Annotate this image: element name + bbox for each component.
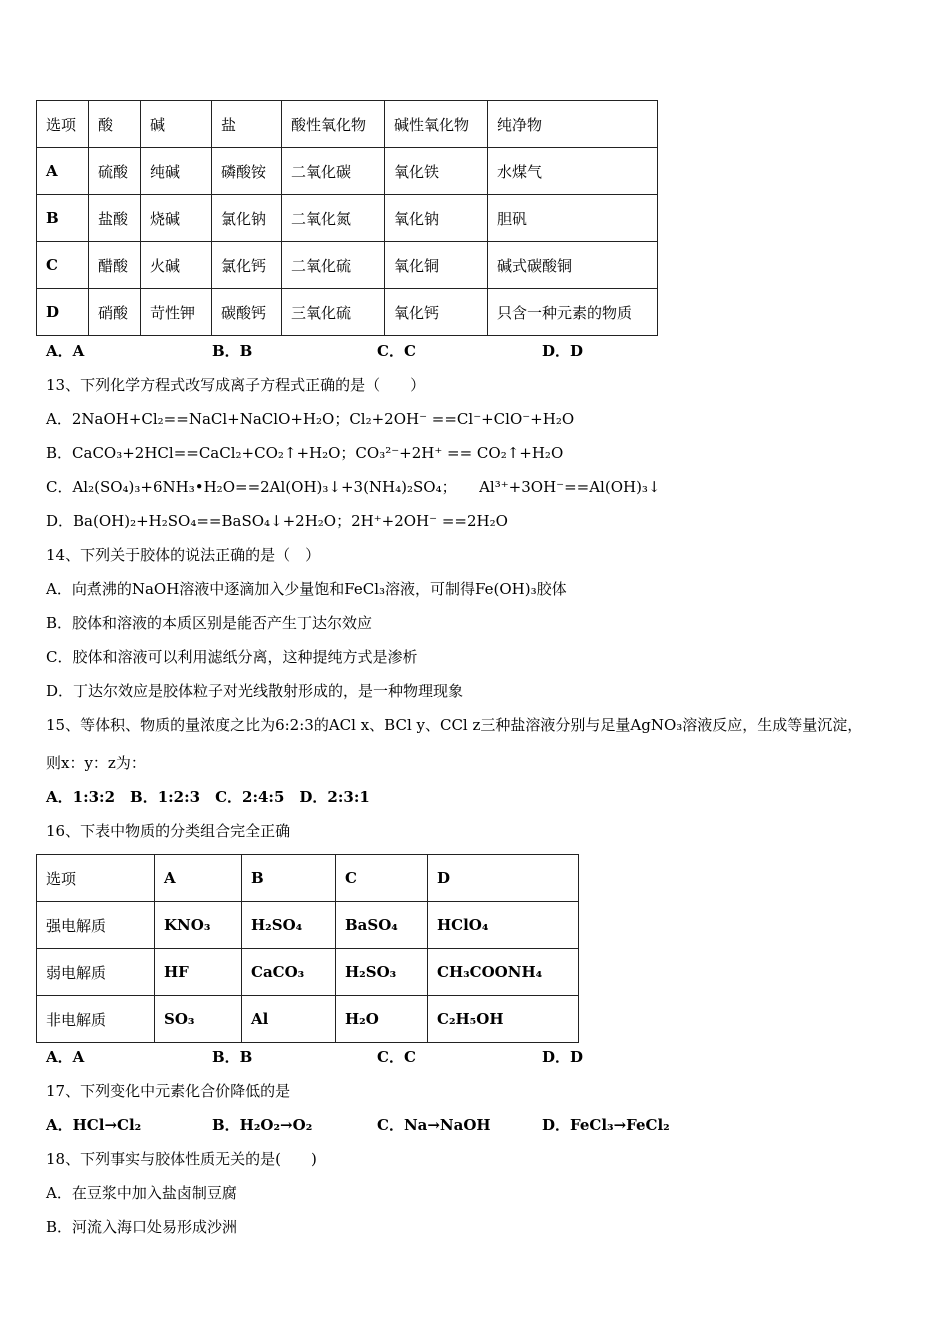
table-cell: 氧化铁	[385, 148, 488, 195]
table-cell: 氧化钙	[385, 289, 488, 336]
table-cell: 氧化钠	[385, 195, 488, 242]
q18-option-a: A．在豆浆中加入盐卤制豆腐	[46, 1184, 237, 1202]
table-cell: HF	[155, 949, 242, 996]
table-cell: H₂O	[336, 996, 428, 1043]
table-row	[37, 902, 579, 949]
table-cell: 磷酸铵	[212, 148, 282, 195]
table-cell: 弱电解质	[37, 949, 155, 996]
q12-option-c: C．C	[377, 342, 416, 360]
table-cell: 碱式碳酸铜	[488, 242, 658, 289]
table-cell: C	[37, 242, 89, 289]
table-cell: 只含一种元素的物质	[488, 289, 658, 336]
table-cell: 酸性氧化物	[282, 101, 385, 148]
table-cell: 苛性钾	[141, 289, 212, 336]
table-cell: 碱性氧化物	[385, 101, 488, 148]
table-cell: 火碱	[141, 242, 212, 289]
table-cell: SO₃	[155, 996, 242, 1043]
table-cell: 纯碱	[141, 148, 212, 195]
table-row	[37, 996, 579, 1043]
table-cell: 选项	[37, 855, 155, 902]
q12-option-a: A．A	[46, 342, 85, 360]
table-cell: C	[336, 855, 428, 902]
table-row	[37, 289, 658, 336]
table-cell: 二氧化硫	[282, 242, 385, 289]
table-cell: 二氧化碳	[282, 148, 385, 195]
classification-table-1	[36, 100, 658, 336]
table-cell: A	[155, 855, 242, 902]
table-cell: KNO₃	[155, 902, 242, 949]
q18-option-b: B．河流入海口处易形成沙洲	[46, 1218, 238, 1236]
table-cell: 醋酸	[89, 242, 141, 289]
q13-option-d: D．Ba(OH)₂+H₂SO₄==BaSO₄↓+2H₂O；2H⁺+2OH⁻ ==2H₂O	[46, 512, 508, 530]
table-cell: B	[37, 195, 89, 242]
q12-option-b: B．B	[212, 342, 253, 360]
table-cell: H₂SO₃	[336, 949, 428, 996]
table-cell: 水煤气	[488, 148, 658, 195]
q16-option-b: B．B	[212, 1048, 253, 1066]
table-cell: D	[37, 289, 89, 336]
table-cell: BaSO₄	[336, 902, 428, 949]
table-cell: 硝酸	[89, 289, 141, 336]
classification-table-2	[36, 854, 579, 1043]
q15-stem: 15、等体积、物质的量浓度之比为6:2:3的ACl x、BCl y、CCl z三种盐溶液分别与足量AgNO₃溶液反应，生成等量沉淀，	[46, 716, 863, 734]
table-row	[37, 242, 658, 289]
table-cell: 胆矾	[488, 195, 658, 242]
table-row	[37, 195, 658, 242]
table-cell: 氯化钙	[212, 242, 282, 289]
table-cell: 氯化钠	[212, 195, 282, 242]
q14-option-b: B．胶体和溶液的本质区别是能否产生丁达尔效应	[46, 614, 373, 632]
table-cell: 强电解质	[37, 902, 155, 949]
table-header-row	[37, 855, 579, 902]
table-cell: 选项	[37, 101, 89, 148]
table-cell: 碱	[141, 101, 212, 148]
table-cell: CH₃COONH₄	[428, 949, 579, 996]
q13-stem: 13、下列化学方程式改写成离子方程式正确的是（ ）	[46, 376, 426, 394]
q15-stem-line2: 则x：y：z为：	[46, 754, 146, 772]
table-cell: 碳酸钙	[212, 289, 282, 336]
q17-option-c: C．Na→NaOH	[377, 1116, 491, 1134]
q17-option-d: D．FeCl₃→FeCl₂	[542, 1116, 670, 1134]
q16-option-c: C．C	[377, 1048, 416, 1066]
table-cell: 盐	[212, 101, 282, 148]
q18-stem: 18、下列事实与胶体性质无关的是( )	[46, 1150, 317, 1168]
table-cell: 烧碱	[141, 195, 212, 242]
table-cell: 酸	[89, 101, 141, 148]
q17-stem: 17、下列变化中元素化合价降低的是	[46, 1082, 291, 1100]
table-cell: 纯净物	[488, 101, 658, 148]
table-cell: D	[428, 855, 579, 902]
table-cell: CaCO₃	[242, 949, 336, 996]
table-cell: B	[242, 855, 336, 902]
q13-option-a: A．2NaOH+Cl₂==NaCl+NaClO+H₂O；Cl₂+2OH⁻ ==Cl⁻+ClO⁻+H₂O	[46, 410, 575, 428]
table-cell: Al	[242, 996, 336, 1043]
table-cell: 氧化铜	[385, 242, 488, 289]
table-cell: A	[37, 148, 89, 195]
q13-option-b: B．CaCO₃+2HCl==CaCl₂+CO₂↑+H₂O；CO₃²⁻+2H⁺ == CO₂↑+H₂O	[46, 444, 564, 462]
table-cell: 盐酸	[89, 195, 141, 242]
q12-option-d: D．D	[542, 342, 584, 360]
q14-option-c: C．胶体和溶液可以利用滤纸分离，这种提纯方式是渗析	[46, 648, 418, 666]
table-cell: 非电解质	[37, 996, 155, 1043]
q15-options: A．1:3:2 B．1:2:3 C．2:4:5 D．2:3:1	[46, 788, 370, 806]
q16-stem: 16、下表中物质的分类组合完全正确	[46, 822, 291, 840]
q16-option-a: A．A	[46, 1048, 85, 1066]
table-row	[37, 949, 579, 996]
table-cell: HClO₄	[428, 902, 579, 949]
q17-option-b: B．H₂O₂→O₂	[212, 1116, 313, 1134]
q14-option-a: A．向煮沸的NaOH溶液中逐滴加入少量饱和FeCl₃溶液，可制得Fe(OH)₃胶体	[46, 580, 567, 598]
q14-stem: 14、下列关于胶体的说法正确的是（ ）	[46, 546, 321, 564]
table-header-row	[37, 101, 658, 148]
q16-option-d: D．D	[542, 1048, 584, 1066]
q13-option-c: C．Al₂(SO₄)₃+6NH₃•H₂O==2Al(OH)₃↓+3(NH₄)₂SO₄； Al³⁺+3OH⁻==Al(OH)₃↓	[46, 478, 661, 496]
q17-option-a: A．HCl→Cl₂	[46, 1116, 142, 1134]
table-cell: H₂SO₄	[242, 902, 336, 949]
table-cell: 三氧化硫	[282, 289, 385, 336]
table-cell: 二氧化氮	[282, 195, 385, 242]
table-row	[37, 148, 658, 195]
table-cell: 硫酸	[89, 148, 141, 195]
table-cell: C₂H₅OH	[428, 996, 579, 1043]
q14-option-d: D．丁达尔效应是胶体粒子对光线散射形成的，是一种物理现象	[46, 682, 464, 700]
